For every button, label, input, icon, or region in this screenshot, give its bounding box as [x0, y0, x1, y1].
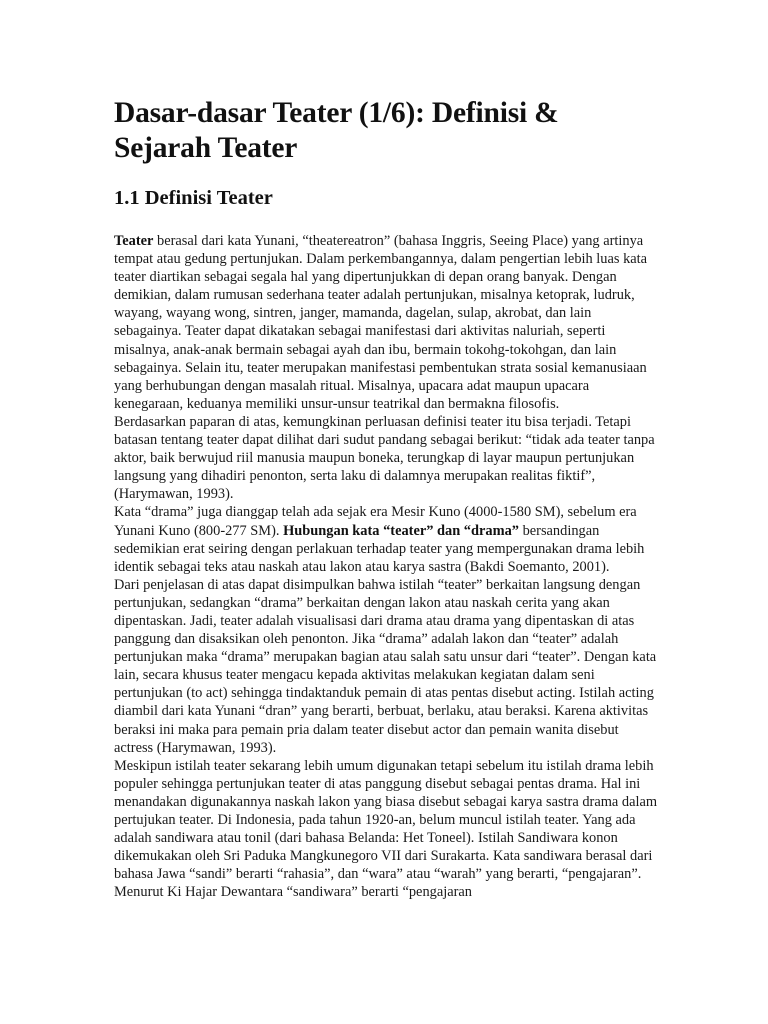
document-page — [114, 96, 659, 901]
paragraph-3-text-after: bersandingan sedemikian erat seiring dengan perlakuan terhadap teater yang mempergunakan drama lebih identik sebagai teks atau naskah atau lakon atau karya sastra (Bakdi Soemanto, 2001). — [114, 522, 645, 575]
section-heading: 1.1 Definisi Teater — [114, 187, 273, 209]
paragraph-1 — [114, 232, 659, 413]
paragraph-3 — [114, 503, 659, 575]
document-body — [114, 232, 659, 901]
paragraph-4: Dari penjelasan di atas dapat disimpulkan bahwa istilah “teater” berkaitan langsung dengan pertunjukan, sedangkan “drama” berkaitan dengan lakon atau naskah cerita yang akan dipentaskan. Jadi, teater adalah visualisasi dari drama atau drama yang dipentaskan di atas panggung dan disaksikan oleh penonton. Jika “drama” adalah lakon dan “teater” adalah pertunjukan maka “drama” merupakan bagian atau salah satu unsur dari “teater”. Dengan kata lain, secara khusus teater mengacu kepada aktivitas melakukan kegiatan dalam seni pertunjukan (to act) sehingga tindaktanduk pemain di atas pentas disebut acting. Istilah acting diambil dari kata Yunani “dran” yang berarti, berbuat, berlaku, atau beraksi. Karena aktivitas beraksi ini maka para pemain pria dalam teater disebut actor dan pemain wanita disebut actress (Harymawan, 1993). — [114, 576, 657, 756]
paragraph-2: Berdasarkan paparan di atas, kemungkinan perluasan definisi teater itu bisa terjadi. Tetapi batasan tentang teater dapat dilihat dari sudut pandang sebagai berikut: “tidak ada teater tanpa aktor, baik berwujud riil manusia maupun boneka, terungkap di layar maupun pertunjukan langsung yang dihadiri penonton, serta laku di dalamnya merupakan realitas fiktif”, (Harymawan, 1993). — [114, 413, 655, 503]
paragraph-5: Meskipun istilah teater sekarang lebih umum digunakan tetapi sebelum itu istilah drama lebih populer sehingga pertunjukan teater di atas panggung disebut sebagai pentas drama. Hal ini menandakan digunakannya naskah lakon yang biasa disebut sebagai karya sastra drama dalam pertujukan teater. Di Indonesia, pada tahun 1920-an, belum muncul istilah teater. Yang ada adalah sandiwara atau tonil (dari bahasa Belanda: Het Toneel). Istilah Sandiwara konon dikemukakan oleh Sri Paduka Mangkunegoro VII dari Surakarta. Kata sandiwara berasal dari bahasa Jawa “sandi” berarti “rahasia”, dan “wara” atau “warah” yang berarti, “pengajaran”. Menurut Ki Hajar Dewantara “sandiwara” berarti “pengajaran — [114, 757, 658, 901]
paragraph-1-text: berasal dari kata Yunani, “theatereatron” (bahasa Inggris, Seeing Place) yang artinya tempat atau gedung pertunjukan. Dalam perkembangannya, dalam pengertian lebih luas kata teater diartikan sebagai segala hal yang dipertunjukkan di depan orang banyak. Dengan demikian, dalam rumusan sederhana teater adalah pertunjukan, misalnya ketoprak, ludruk, wayang, wayang wong, sintren, janger, mamanda, dagelan, sulap, akrobat, dan lain sebagainya. Teater dapat dikatakan sebagai manifestasi dari aktivitas naluriah, seperti misalnya, anak-anak bermain sebagai ayah dan ibu, bermain tokohg-tokohgan, dan lain sebagainya. Selain itu, teater merupakan manifestasi pembentukan strata sosial kemanusiaan yang berhubungan dengan masalah ritual. Misalnya, upacara adat maupun upacara kenegaraan, keduanya memiliki unsur-unsur teatrikal dan bermakna filosofis. — [114, 233, 648, 412]
paragraph-3-bold-phrase: Hubungan kata “teater” dan “drama” — [283, 522, 519, 539]
paragraph-3-text-before: Kata “drama” juga dianggap telah ada sejak era Mesir Kuno (4000-1580 SM), sebelum era Yunani Kuno (800-277 SM). — [114, 504, 637, 539]
term-teater: Teater — [114, 233, 154, 249]
document-title: Dasar-dasar Teater (1/6): Definisi & Sejarah Teater — [114, 97, 559, 164]
